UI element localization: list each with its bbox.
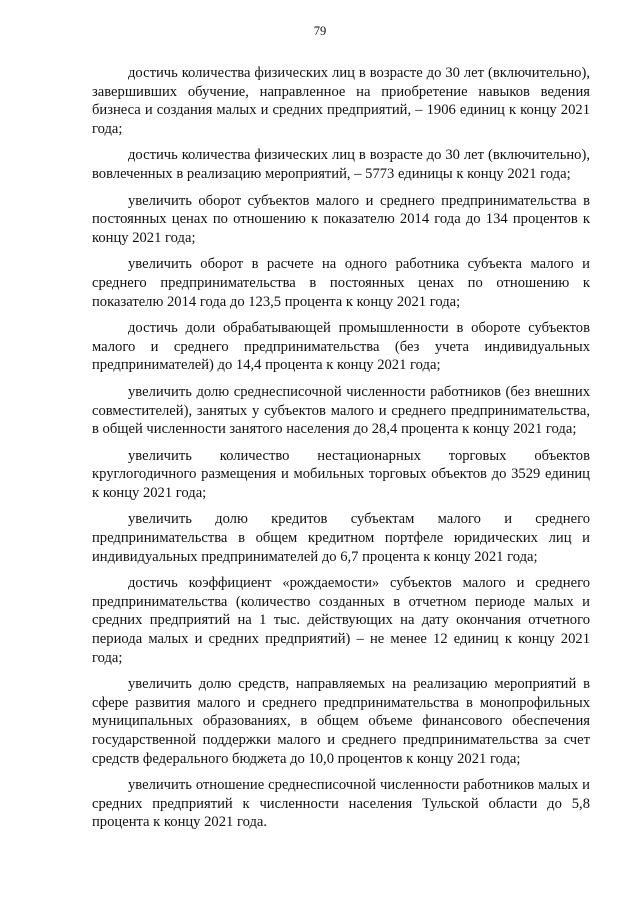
paragraph-11: увеличить отношение среднесписочной численности работников малых и средних предприятий к численности населения Тульской области до 5,8 процента к концу 2021 года. bbox=[92, 777, 590, 831]
paragraph-7: увеличить количество нестационарных торговых объектов круглогодичного размещения и мобильных торговых объектов до 3529 единиц к концу 2021 года; bbox=[92, 447, 590, 501]
paragraph-9: достичь коэффициент «рождаемости» субъектов малого и среднего предпринимательства (количество созданных в отчетном периоде малых и средних предприятий на 1 тыс. действующих на дату окончания отчетного периода малых и средних предприятий) – не менее 12 единиц к концу 2021 года; bbox=[92, 575, 590, 666]
document-body bbox=[92, 64, 590, 840]
paragraph-1: достичь количества физических лиц в возрасте до 30 лет (включительно), завершивших обучение, направленное на приобретение навыков ведения бизнеса и создания малых и средних предприятий, – 1906 единиц к концу 2021 года; bbox=[92, 65, 590, 137]
paragraph-6: увеличить долю среднесписочной численности работников (без внешних совместителей), занятых у субъектов малого и среднего предпринимательства, в общей численности занятого населения до 28,4 процента к концу 2021 года; bbox=[92, 383, 590, 438]
paragraph-2: достичь количества физических лиц в возрасте до 30 лет (включительно), вовлеченных в реализацию мероприятий, – 5773 единицы к концу 2021 года; bbox=[92, 147, 590, 182]
paragraph-5: достичь доли обрабатывающей промышленности в обороте субъектов малого и среднего предпринимательства (без учета индивидуальных предпринимателей) до 14,4 процента к концу 2021 года; bbox=[92, 320, 590, 374]
paragraph-3: увеличить оборот субъектов малого и среднего предпринимательства в постоянных ценах по отношению к показателю 2014 года до 134 процентов к концу 2021 года; bbox=[92, 192, 590, 246]
paragraph-8: увеличить долю кредитов субъектам малого и среднего предпринимательства в общем кредитном портфеле юридических лиц и индивидуальных предпринимателей до 6,7 процента к концу 2021 года; bbox=[92, 511, 590, 565]
paragraph-10: увеличить долю средств, направляемых на реализацию мероприятий в сфере развития малого и среднего предпринимательства в монопрофильных муниципальных образованиях, в общем объеме финансового обеспечения государственной поддержки малого и среднего предпринимательства за счет средств федерального бюджета до 10,0 процентов к концу 2021 года; bbox=[92, 676, 590, 767]
paragraph-4: увеличить оборот в расчете на одного работника субъекта малого и среднего предпринимательства в постоянных ценах по отношению к показателю 2014 года до 123,5 процента к концу 2021 года; bbox=[92, 256, 590, 310]
page-number: 79 bbox=[313, 24, 327, 38]
